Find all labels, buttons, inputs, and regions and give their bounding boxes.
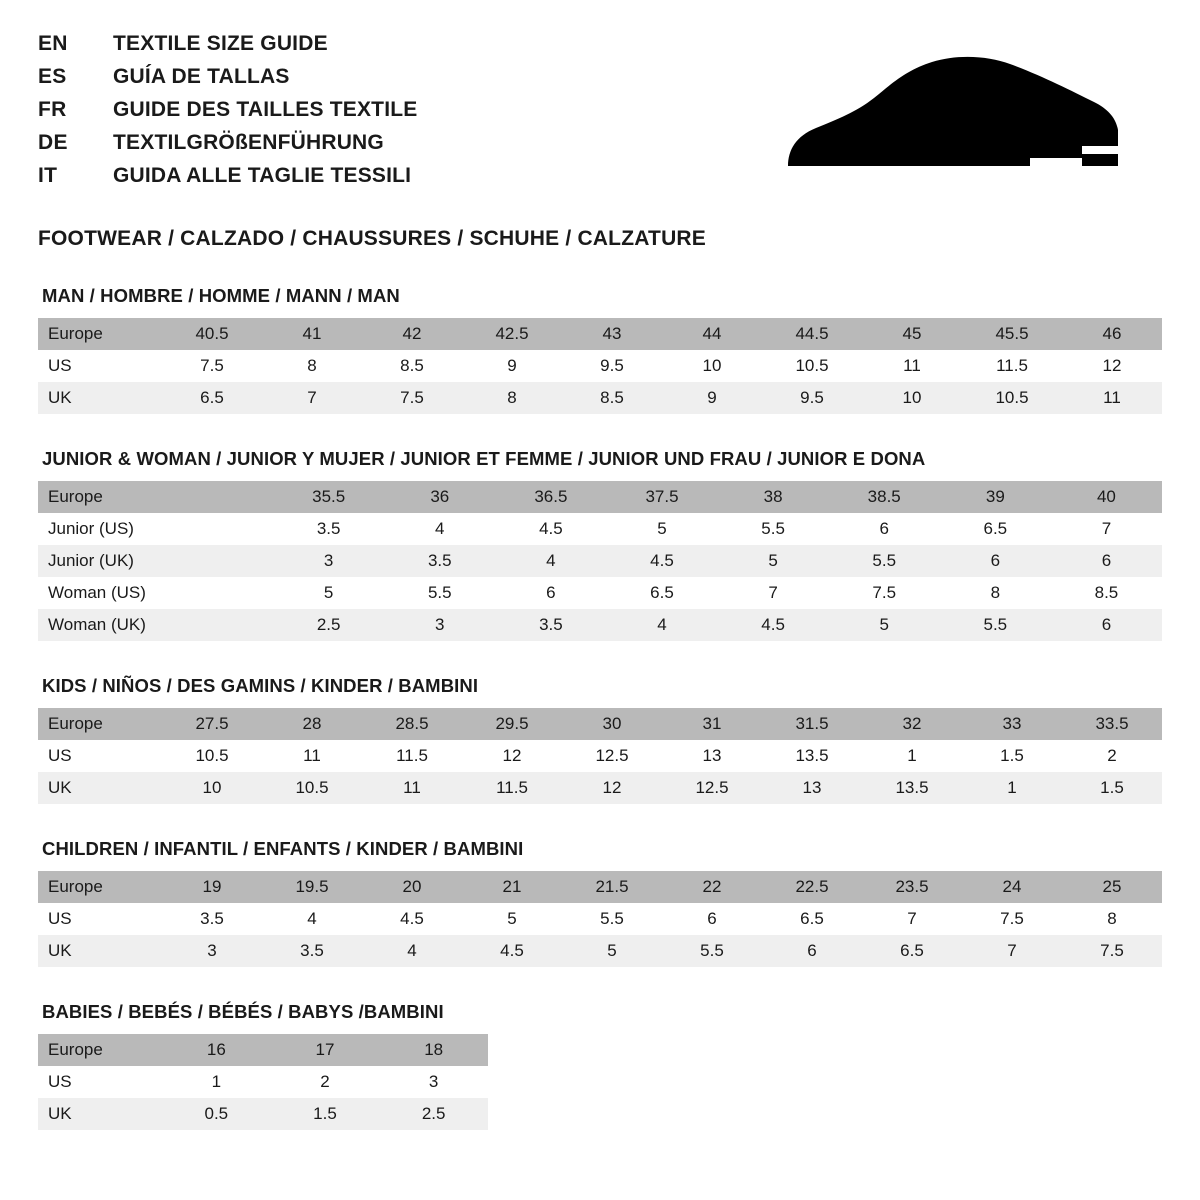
cell: 35.5 xyxy=(273,481,384,513)
row-label: Europe xyxy=(38,871,162,903)
cell: 4 xyxy=(384,513,495,545)
cell: 7 xyxy=(1051,513,1162,545)
cell: 10.5 xyxy=(762,350,862,382)
cell: 4 xyxy=(262,903,362,935)
cell: 3.5 xyxy=(262,935,362,967)
cell xyxy=(162,545,273,577)
table-row xyxy=(38,740,1162,772)
cell: 12 xyxy=(1062,350,1162,382)
category-title: FOOTWEAR / CALZADO / CHAUSSURES / SCHUHE / CALZATURE xyxy=(38,227,707,250)
cell: 6 xyxy=(940,545,1051,577)
section-title: CHILDREN / INFANTIL / ENFANTS / KINDER / BAMBINI xyxy=(42,838,524,859)
section-title: KIDS / NIÑOS / DES GAMINS / KINDER / BAMBINI xyxy=(42,675,479,696)
cell: 12.5 xyxy=(662,772,762,804)
cell: 2 xyxy=(271,1066,380,1098)
row-label: Junior (US) xyxy=(38,513,162,545)
cell: 6.5 xyxy=(940,513,1051,545)
cell: 11.5 xyxy=(462,772,562,804)
cell: 8.5 xyxy=(562,382,662,414)
cell: 11 xyxy=(1062,382,1162,414)
cell: 11.5 xyxy=(362,740,462,772)
table-row xyxy=(38,513,1162,545)
cell: 17 xyxy=(271,1034,380,1066)
cell: 19.5 xyxy=(262,871,362,903)
cell: 7.5 xyxy=(962,903,1062,935)
language-title: GUÍA DE TALLAS xyxy=(113,65,290,88)
table-row xyxy=(38,609,1162,641)
cell: 21.5 xyxy=(562,871,662,903)
cell: 8.5 xyxy=(1051,577,1162,609)
cell: 5.5 xyxy=(718,513,829,545)
cell: 7 xyxy=(962,935,1062,967)
row-label: US xyxy=(38,1066,162,1098)
cell: 6 xyxy=(762,935,862,967)
language-code: EN xyxy=(38,32,68,55)
cell: 3.5 xyxy=(273,513,384,545)
cell: 4.5 xyxy=(495,513,606,545)
cell: 23.5 xyxy=(862,871,962,903)
cell: 1.5 xyxy=(271,1098,380,1130)
section-man xyxy=(38,285,1162,414)
cell: 4.5 xyxy=(718,609,829,641)
cell: 2 xyxy=(1062,740,1162,772)
cell: 4 xyxy=(495,545,606,577)
cell: 9.5 xyxy=(762,382,862,414)
cell: 6.5 xyxy=(862,935,962,967)
cell: 33.5 xyxy=(1062,708,1162,740)
cell xyxy=(162,513,273,545)
cell: 25 xyxy=(1062,871,1162,903)
table-row xyxy=(38,772,1162,804)
cell: 22.5 xyxy=(762,871,862,903)
cell: 5 xyxy=(462,903,562,935)
cell: 18 xyxy=(379,1034,488,1066)
row-label: Europe xyxy=(38,1034,162,1066)
cell: 12 xyxy=(562,772,662,804)
row-label: Woman (UK) xyxy=(38,609,162,641)
language-code: FR xyxy=(38,98,67,121)
cell: 13 xyxy=(662,740,762,772)
cell: 11.5 xyxy=(962,350,1062,382)
row-label: US xyxy=(38,350,162,382)
row-label: US xyxy=(38,740,162,772)
cell: 9 xyxy=(662,382,762,414)
cell: 4.5 xyxy=(462,935,562,967)
cell: 2.5 xyxy=(379,1098,488,1130)
cell: 4 xyxy=(606,609,717,641)
size-table-man xyxy=(38,318,1162,414)
cell: 3 xyxy=(379,1066,488,1098)
cell: 1.5 xyxy=(1062,772,1162,804)
cell: 6.5 xyxy=(762,903,862,935)
cell: 28 xyxy=(262,708,362,740)
cell: 7.5 xyxy=(362,382,462,414)
cell: 6.5 xyxy=(162,382,262,414)
section-title: JUNIOR & WOMAN / JUNIOR Y MUJER / JUNIOR ET FEMME / JUNIOR UND FRAU / JUNIOR E DONA xyxy=(42,448,926,469)
cell: 5 xyxy=(606,513,717,545)
cell: 46 xyxy=(1062,318,1162,350)
cell: 3.5 xyxy=(162,903,262,935)
language-title: GUIDE DES TAILLES TEXTILE xyxy=(113,98,418,121)
cell: 5.5 xyxy=(562,903,662,935)
table-row xyxy=(38,1034,488,1066)
size-table-babies xyxy=(38,1034,488,1130)
language-row xyxy=(38,98,417,131)
table-row xyxy=(38,903,1162,935)
cell: 42.5 xyxy=(462,318,562,350)
cell: 6 xyxy=(662,903,762,935)
cell: 37.5 xyxy=(606,481,717,513)
section-kids xyxy=(38,675,1162,804)
cell: 29.5 xyxy=(462,708,562,740)
cell: 27.5 xyxy=(162,708,262,740)
cell: 4 xyxy=(362,935,462,967)
cell: 21 xyxy=(462,871,562,903)
row-label: Europe xyxy=(38,481,162,513)
table-row xyxy=(38,350,1162,382)
row-label: UK xyxy=(38,935,162,967)
cell: 5.5 xyxy=(662,935,762,967)
cell: 40.5 xyxy=(162,318,262,350)
cell: 33 xyxy=(962,708,1062,740)
cell: 7 xyxy=(862,903,962,935)
cell: 1 xyxy=(162,1066,271,1098)
language-title: TEXTILE SIZE GUIDE xyxy=(113,32,328,55)
cell: 3 xyxy=(384,609,495,641)
cell: 8 xyxy=(462,382,562,414)
cell: 13.5 xyxy=(862,772,962,804)
section-title: MAN / HOMBRE / HOMME / MANN / MAN xyxy=(42,285,400,306)
cell: 8 xyxy=(940,577,1051,609)
cell: 11 xyxy=(262,740,362,772)
table-row xyxy=(38,481,1162,513)
cell: 40 xyxy=(1051,481,1162,513)
cell: 5.5 xyxy=(829,545,940,577)
section-junior-woman xyxy=(38,448,1162,641)
cell: 6 xyxy=(1051,609,1162,641)
dress-shoe-icon xyxy=(782,54,1122,184)
row-label: Europe xyxy=(38,318,162,350)
size-table-kids xyxy=(38,708,1162,804)
table-row xyxy=(38,382,1162,414)
cell: 4.5 xyxy=(362,903,462,935)
row-label: Woman (US) xyxy=(38,577,162,609)
table-row xyxy=(38,1098,488,1130)
cell: 45 xyxy=(862,318,962,350)
cell: 36 xyxy=(384,481,495,513)
cell: 31.5 xyxy=(762,708,862,740)
table-row xyxy=(38,708,1162,740)
cell: 30 xyxy=(562,708,662,740)
cell: 3.5 xyxy=(495,609,606,641)
language-title: GUIDA ALLE TAGLIE TESSILI xyxy=(113,164,412,187)
table-row xyxy=(38,318,1162,350)
size-table-junior-woman xyxy=(38,481,1162,641)
cell: 7 xyxy=(718,577,829,609)
cell xyxy=(162,481,273,513)
table-row xyxy=(38,545,1162,577)
cell: 11 xyxy=(362,772,462,804)
table-row xyxy=(38,935,1162,967)
language-row xyxy=(38,65,417,98)
language-code: IT xyxy=(38,164,58,187)
cell: 10.5 xyxy=(162,740,262,772)
shoe-illustration-wrap xyxy=(772,32,1162,184)
cell: 7.5 xyxy=(829,577,940,609)
row-label: UK xyxy=(38,1098,162,1130)
cell: 45.5 xyxy=(962,318,1062,350)
cell: 1 xyxy=(862,740,962,772)
cell: 38 xyxy=(718,481,829,513)
cell: 31 xyxy=(662,708,762,740)
cell: 24 xyxy=(962,871,1062,903)
cell: 2.5 xyxy=(273,609,384,641)
cell: 13 xyxy=(762,772,862,804)
section-babies xyxy=(38,1001,1162,1130)
cell: 10 xyxy=(862,382,962,414)
cell: 5 xyxy=(718,545,829,577)
cell: 10 xyxy=(162,772,262,804)
cell: 36.5 xyxy=(495,481,606,513)
cell: 3 xyxy=(273,545,384,577)
cell: 8.5 xyxy=(362,350,462,382)
cell: 11 xyxy=(862,350,962,382)
size-table-children xyxy=(38,871,1162,967)
cell: 6 xyxy=(1051,545,1162,577)
cell: 12 xyxy=(462,740,562,772)
cell: 28.5 xyxy=(362,708,462,740)
row-label: Junior (UK) xyxy=(38,545,162,577)
row-label: UK xyxy=(38,382,162,414)
cell xyxy=(162,609,273,641)
cell: 44 xyxy=(662,318,762,350)
cell: 6 xyxy=(829,513,940,545)
cell: 13.5 xyxy=(762,740,862,772)
section-children xyxy=(38,838,1162,967)
cell: 41 xyxy=(262,318,362,350)
cell: 7.5 xyxy=(162,350,262,382)
language-row xyxy=(38,131,417,164)
language-row xyxy=(38,32,417,65)
cell: 6.5 xyxy=(606,577,717,609)
cell xyxy=(162,577,273,609)
cell: 9.5 xyxy=(562,350,662,382)
language-code: ES xyxy=(38,65,67,88)
cell: 5.5 xyxy=(384,577,495,609)
table-row xyxy=(38,1066,488,1098)
page-header xyxy=(38,32,1162,197)
cell: 19 xyxy=(162,871,262,903)
cell: 1.5 xyxy=(962,740,1062,772)
cell: 0.5 xyxy=(162,1098,271,1130)
row-label: US xyxy=(38,903,162,935)
cell: 38.5 xyxy=(829,481,940,513)
cell: 8 xyxy=(262,350,362,382)
cell: 5 xyxy=(273,577,384,609)
cell: 44.5 xyxy=(762,318,862,350)
language-row xyxy=(38,164,417,197)
cell: 7 xyxy=(262,382,362,414)
cell: 5 xyxy=(829,609,940,641)
language-title-list xyxy=(38,32,417,197)
cell: 43 xyxy=(562,318,662,350)
cell: 3 xyxy=(162,935,262,967)
table-row xyxy=(38,577,1162,609)
cell: 9 xyxy=(462,350,562,382)
cell: 22 xyxy=(662,871,762,903)
cell: 10 xyxy=(662,350,762,382)
cell: 7.5 xyxy=(1062,935,1162,967)
cell: 42 xyxy=(362,318,462,350)
table-row xyxy=(38,871,1162,903)
row-label: Europe xyxy=(38,708,162,740)
language-title: TEXTILGRÖßENFÜHRUNG xyxy=(113,131,384,154)
cell: 8 xyxy=(1062,903,1162,935)
cell: 6 xyxy=(495,577,606,609)
cell: 10.5 xyxy=(262,772,362,804)
section-title: BABIES / BEBÉS / BÉBÉS / BABYS /BAMBINI xyxy=(42,1001,444,1022)
cell: 10.5 xyxy=(962,382,1062,414)
row-label: UK xyxy=(38,772,162,804)
cell: 5 xyxy=(562,935,662,967)
cell: 1 xyxy=(962,772,1062,804)
language-code: DE xyxy=(38,131,68,154)
cell: 39 xyxy=(940,481,1051,513)
cell: 4.5 xyxy=(606,545,717,577)
cell: 12.5 xyxy=(562,740,662,772)
cell: 3.5 xyxy=(384,545,495,577)
cell: 20 xyxy=(362,871,462,903)
cell: 5.5 xyxy=(940,609,1051,641)
cell: 32 xyxy=(862,708,962,740)
cell: 16 xyxy=(162,1034,271,1066)
